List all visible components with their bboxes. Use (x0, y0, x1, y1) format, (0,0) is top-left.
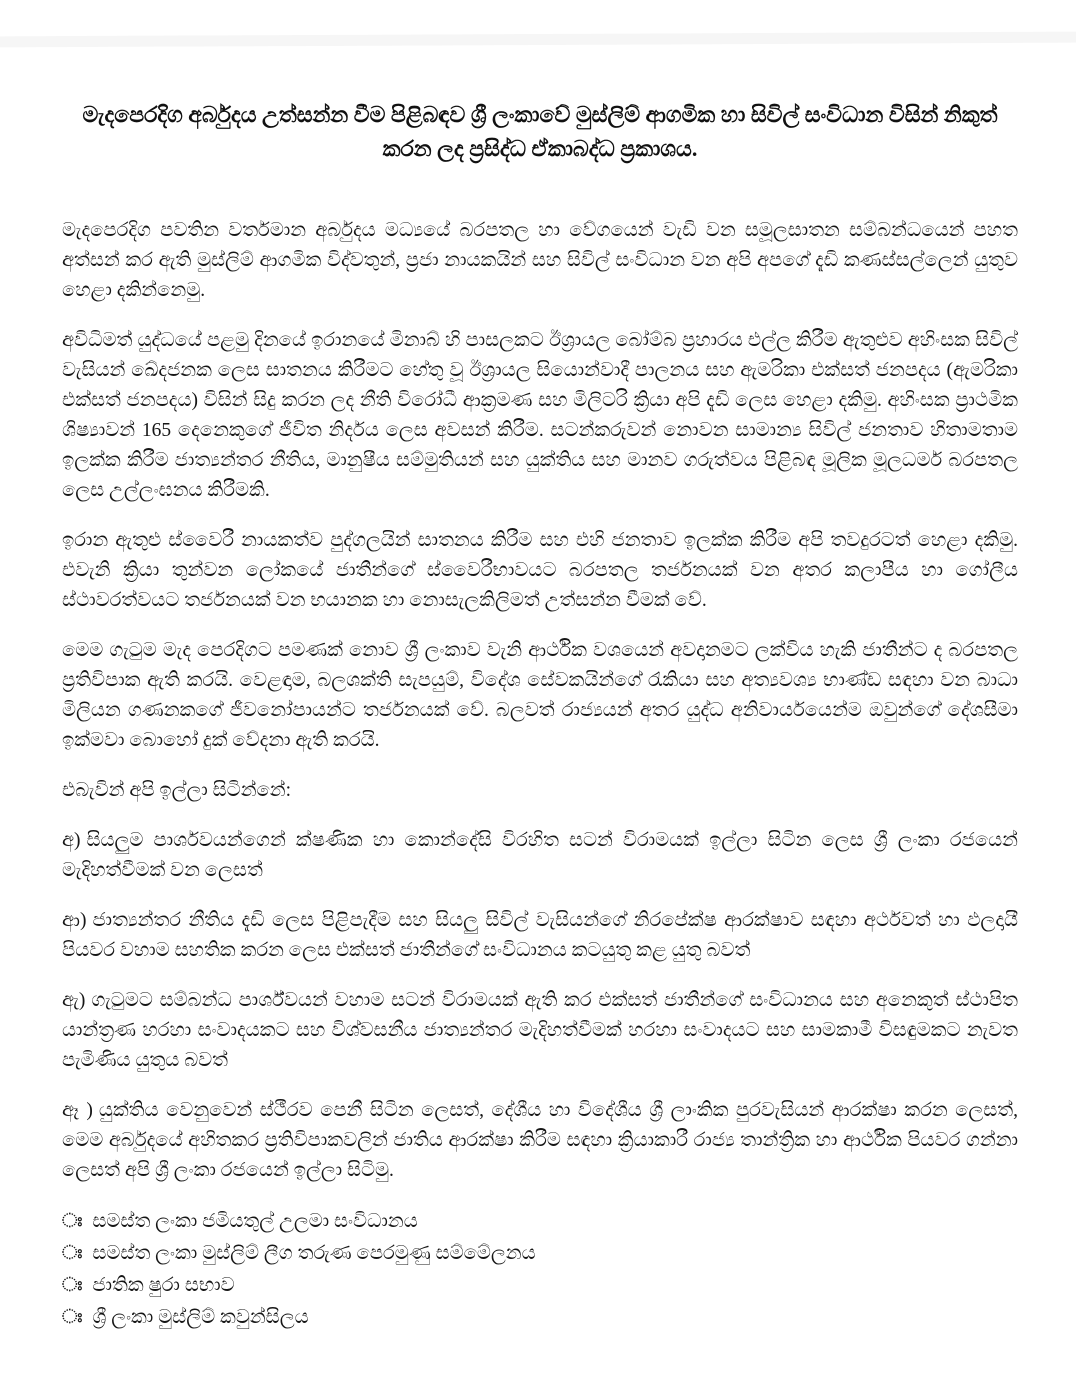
document-title: මැදපෙරදිග අර්බුදය උත්සන්න වීම පිළිබඳව ශ්‍රී ලංකාවේ මුස්ලිම් ආගමික හා සිවිල් සංවිධාන විසින් නිකුත් කරන ලද ප්‍රසිද්ධ ඒකාබද්ධ ප්‍රකාශය. (82, 102, 998, 161)
paragraph-intro: මැදපෙරදිග පවතින වර්තමාන අර්බුදය මධ්‍යයේ බරපතල හා වේගයෙන් වැඩි වන සමූලසාතන සම්බන්ධයෙන් පහත අත්සන් කර ඇති මුස්ලිම් ආගමික විද්වතුන්, ප්‍රජා නායකයින් සහ සිවිල් සංවිධාන වන අපි අපගේ දැඩි කණස්සල්ලෙන් යුතුව හෙළා දකින්නෙමු. (62, 220, 1018, 301)
demand-item-aa (62, 906, 1018, 966)
demands-heading: එබැවින් අපි ඉල්ලා සිටින්නේ: (62, 780, 292, 801)
signatory-item (62, 1206, 1018, 1237)
demand-text: ජාත්‍යන්තර නීතිය දැඩි ලෙස පිළිපැදීම සහ සියලු සිවිල් වැසියන්ගේ නිරපේක්ෂ ආරක්ෂාව සඳහා අර්ථවත් හා ඵලදායී පියවර වහාම සහතික කරන ලෙස එක්සත් ජාතීන්ගේ සංවිධානය කටයුතු කළ යුතු බවත් (62, 910, 1018, 961)
demand-text: යුක්තිය වෙනුවෙන් ස්ථීරව පෙනී සිටින ලෙසත්, දේශීය හා විදේශීය ශ්‍රී ලාංකික පුරවැසියන් ආරක්ෂා කරන ලෙසත්, මෙම අර්බුදයේ අහිතකර ප්‍රතිවිපාකවලින් ජාතිය ආරක්ෂා කිරීම සඳහා ක්‍රියාකාරී රාජ්‍ය තාන්ත්‍රික හා ආර්ථික පියවර ගන්නා ලෙසත් අපි ශ්‍රී ලංකා රජයෙන් ඉල්ලා සිටිමු. (62, 1100, 1019, 1181)
paragraph-economic-impact: මෙම ගැටුම මැද පෙරදිගට පමණක් නොව ශ්‍රී ලංකාව වැනි ආර්ථික වශයෙන් අවදානමට ලක්විය හැකි ජාතීන්ට ද බරපතල ප්‍රතිවිපාක ඇති කරයි. වෙළඳාම, බලශක්ති සැපයුම්, විදේශ සේවකයින්ගේ රැකියා සහ අත්‍යවශ්‍ය භාණ්ඩ සඳහා වන බාධා මිලියන ගණනකගේ ජීවනෝපායන්ට තර්ජනයක් වේ. බලවත් රාජ්‍යයන් අතර යුද්ධ අනිවාර්යයෙන්ම ඔවුන්ගේ දේශසීමා ඉක්මවා බොහෝ දුක් වේදනා ඇති කරයි. (62, 640, 1018, 751)
signatory-item (62, 1270, 1018, 1301)
signatory-name: සමස්ත ලංකා ජමියතුල් උලමා සංවිධානය (92, 1211, 418, 1232)
signatory-name: ශ්‍රී ලංකා මුස්ලිම් කවුන්සිලය (92, 1307, 309, 1328)
demand-text: ගැටුමට සම්බන්ධ පාර්ශ්වයන් වහාම සටන් විරාමයක් ඇති කර එක්සත් ජාතීන්ගේ සංවිධානය සහ අනෙකුත් ස්ථාපිත යාන්ත්‍රණ හරහා සංවාදයකට සහ විශ්වසනීය ජාත්‍යන්තර මැදිහත්වීමක් හරහා සංවාදයට සහ සාමකාමී විසඳුමකට නැවත පැමිණිය යුතුය බවත් (62, 990, 1018, 1071)
demand-item-ae (62, 986, 1018, 1076)
signatory-name: සමස්ත ලංකා මුස්ලිම් ලීග තරුණ පෙරමුණු සම්මේලනය (92, 1243, 536, 1264)
demand-item-a (62, 826, 1018, 886)
paragraph-sovereignty: ඉරාන ඇතුළු ස්වෛරී නායකත්ව පුද්ගලයින් සාතනය කිරීම සහ එහි ජනතාව ඉලක්ක කිරීම අපි තවදුරටත් හෙළා දකිමු. එවැනි ක්‍රියා තුන්වන ලෝකයේ ජාතීන්ගේ ස්වෛරීභාවයට බරපතල තර්ජනයක් වන අතර කලාපීය හා ගෝලීය ස්ථාවරත්වයට තර්ජනයක් වන භයානක හා නොසැලකිලිමත් උත්සන්න වීමක් වේ. (62, 530, 1018, 611)
demand-text: සියලුම පාර්ශවයන්ගෙන් ක්ෂණික හා කොන්දේසි විරහිත සටන් විරාමයක් ඉල්ලා සිටින ලෙස ශ්‍රී ලංකා රජයෙන් මැදිහත්වීමක් වන ලෙසත් (62, 830, 1018, 881)
signatory-bullet: ඃ (62, 1211, 83, 1232)
demand-item-aee (62, 1096, 1018, 1186)
document-body (62, 216, 1018, 1333)
signatory-item (62, 1302, 1018, 1333)
signatory-name: ජාතික ෂුරා සභාව (92, 1275, 235, 1296)
signatory-bullet: ඃ (62, 1275, 83, 1296)
demand-label: ඇ) (62, 990, 86, 1011)
demand-label: ආ) (62, 910, 87, 931)
signatory-bullet: ඃ (62, 1307, 83, 1328)
signatory-bullet: ඃ (62, 1243, 83, 1264)
demand-label: අ) (62, 830, 81, 851)
signatory-item (62, 1238, 1018, 1269)
paragraph-condemnation: අවිධිමත් යුද්ධයේ පළමු දිනයේ ඉරානයේ මිනාබ් හි පාසලකට ඊශ්‍රායල බෝම්බ ප්‍රහාරය එල්ල කිරීම ඇතුළුව අහිංසක සිවිල් වැසියන් ඛේදජනක ලෙස සාතනය කිරීමට හේතු වූ ඊශ්‍රායල සියොන්වාදී පාලනය සහ ඇමරිකා එක්සත් ජනපදය (ඇමරිකා එක්සත් ජනපදය) විසින් සිදු කරන ලද නීති විරෝධී ආක්‍රමණ සහ මිලිටරි ක්‍රියා අපි දැඩි ලෙස හෙළා දකිමු. අහිංසක ප්‍රාථමික ශිෂ්‍යාවන් 165 දෙනෙකුගේ ජීවිත නිර්දය ලෙස අවසන් කිරීම. සටන්කරුවන් නොවන සාමාන්‍ය සිවිල් ජනතාව හිතාමතාම ඉලක්ක කිරීම ජාත්‍යන්තර නීතිය, මානුෂීය සම්මුතියන් සහ යුක්තිය සහ මානව ගරුත්වය පිළිබඳ මූලික මූලධර්ම බරපතල ලෙස උල්ලංඝනය කිරීමකි. (62, 330, 1019, 501)
demand-label: ඈ ) (62, 1100, 93, 1121)
signatory-list (62, 1206, 1018, 1333)
